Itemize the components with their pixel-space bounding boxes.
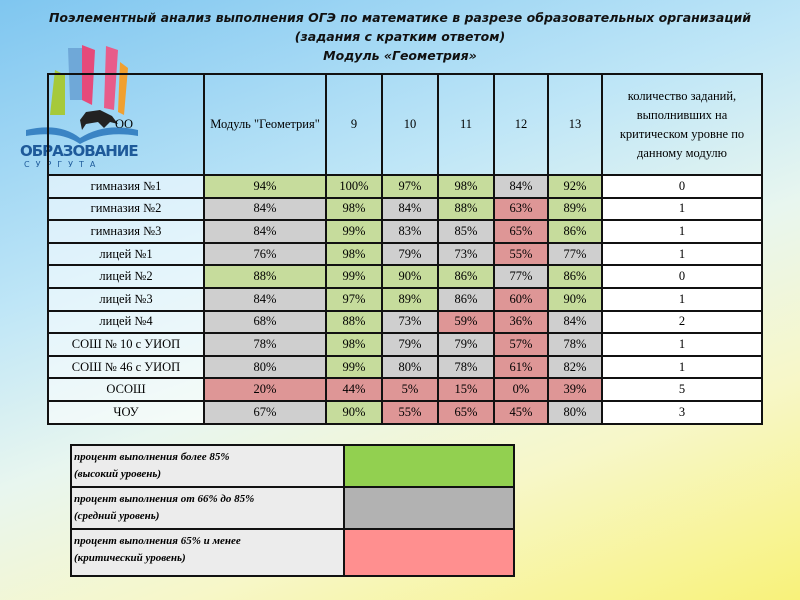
percent-cell: 61% [494,356,548,379]
header-task-13: 13 [548,74,602,175]
title-line-2: (задания с кратким ответом) [294,29,506,44]
legend-line-1: процент выполнения от 66% до 85% [74,493,255,505]
school-name: лицей №4 [48,311,204,334]
percent-cell: 77% [494,265,548,288]
percent-cell: 79% [382,243,438,266]
title-line-3: Модуль «Геометрия» [323,48,477,63]
percent-cell: 78% [548,333,602,356]
percent-cell: 98% [326,333,382,356]
percent-cell: 84% [204,220,326,243]
percent-cell: 98% [438,175,494,198]
legend-row [71,445,514,487]
percent-cell: 63% [494,198,548,221]
percent-cell: 73% [438,243,494,266]
percent-cell: 44% [326,378,382,401]
percent-cell: 90% [548,288,602,311]
table-row [48,401,762,424]
percent-cell: 98% [326,243,382,266]
school-name: гимназия №3 [48,220,204,243]
percent-cell: 84% [548,311,602,334]
header-task-11: 11 [438,74,494,175]
percent-cell: 68% [204,311,326,334]
percent-cell: 79% [382,333,438,356]
percent-cell: 39% [548,378,602,401]
percent-cell: 88% [204,265,326,288]
critical-count-cell: 1 [602,198,762,221]
percent-cell: 45% [494,401,548,424]
percent-cell: 20% [204,378,326,401]
percent-cell: 73% [382,311,438,334]
percent-cell: 84% [204,198,326,221]
table-row [48,175,762,198]
percent-cell: 88% [326,311,382,334]
school-name: ЧОУ [48,401,204,424]
percent-cell: 99% [326,220,382,243]
header-module: Модуль "Геометрия" [204,74,326,175]
percent-cell: 88% [438,198,494,221]
table-row [48,356,762,379]
legend-label [71,445,344,487]
legend-swatch [344,529,514,576]
logo-text: ОБРАЗОВАНИЕ [20,142,138,160]
percent-cell: 77% [548,243,602,266]
percent-cell: 0% [494,378,548,401]
legend-swatch [344,487,514,529]
percent-cell: 76% [204,243,326,266]
legend-line-2: (критический уровень) [74,552,186,564]
critical-count-cell: 5 [602,378,762,401]
percent-cell: 92% [548,175,602,198]
school-name: гимназия №2 [48,198,204,221]
table-row [48,378,762,401]
legend-label [71,487,344,529]
table-row [48,265,762,288]
legend-line-2: (высокий уровень) [74,468,162,480]
percent-cell: 89% [382,288,438,311]
percent-cell: 83% [382,220,438,243]
table-row [48,198,762,221]
percent-cell: 90% [326,401,382,424]
percent-cell: 86% [548,220,602,243]
school-name: ОСОШ [48,378,204,401]
percent-cell: 84% [494,175,548,198]
percent-cell: 80% [382,356,438,379]
percent-cell: 59% [438,311,494,334]
percent-cell: 86% [548,265,602,288]
percent-cell: 85% [438,220,494,243]
percent-cell: 99% [326,265,382,288]
critical-count-cell: 1 [602,220,762,243]
legend-line-1: процент выполнения более 85% [74,451,230,463]
school-name: лицей №3 [48,288,204,311]
table-row [48,243,762,266]
percent-cell: 55% [494,243,548,266]
percent-cell: 79% [438,333,494,356]
percent-cell: 78% [204,333,326,356]
table-row [48,220,762,243]
table-row [48,311,762,334]
percent-cell: 60% [494,288,548,311]
school-name: гимназия №1 [48,175,204,198]
results-table [47,73,763,425]
header-task-12: 12 [494,74,548,175]
legend-line-2: (средний уровень) [74,510,160,522]
percent-cell: 80% [204,356,326,379]
critical-count-cell: 1 [602,333,762,356]
logo-subtext: СУРГУТА [24,160,102,169]
legend-row [71,529,514,576]
percent-cell: 84% [382,198,438,221]
school-name: СОШ № 46 с УИОП [48,356,204,379]
table-row [48,288,762,311]
percent-cell: 97% [382,175,438,198]
legend-row [71,487,514,529]
percent-cell: 86% [438,288,494,311]
percent-cell: 84% [204,288,326,311]
critical-count-cell: 2 [602,311,762,334]
percent-cell: 36% [494,311,548,334]
percent-cell: 100% [326,175,382,198]
percent-cell: 98% [326,198,382,221]
percent-cell: 80% [548,401,602,424]
header-critical-count: количество заданий, выполнивших на критическом уровне по данному модулю [602,74,762,175]
critical-count-cell: 1 [602,243,762,266]
legend-label [71,529,344,576]
percent-cell: 78% [438,356,494,379]
school-name: СОШ № 10 с УИОП [48,333,204,356]
header-task-9: 9 [326,74,382,175]
percent-cell: 65% [438,401,494,424]
percent-cell: 55% [382,401,438,424]
percent-cell: 5% [382,378,438,401]
header-oo: ОО [48,74,204,175]
percent-cell: 15% [438,378,494,401]
critical-count-cell: 1 [602,288,762,311]
title-line-1: Поэлементный анализ выполнения ОГЭ по математике в разрезе образовательных организаций [48,10,752,25]
slide-title [40,8,760,65]
critical-count-cell: 3 [602,401,762,424]
table-header-row [48,74,762,175]
percent-cell: 86% [438,265,494,288]
critical-count-cell: 0 [602,265,762,288]
critical-count-cell: 0 [602,175,762,198]
school-name: лицей №2 [48,265,204,288]
percent-cell: 67% [204,401,326,424]
table-row [48,333,762,356]
percent-cell: 89% [548,198,602,221]
legend-table [70,444,515,577]
legend-line-1: процент выполнения 65% и менее [74,535,241,547]
percent-cell: 90% [382,265,438,288]
percent-cell: 65% [494,220,548,243]
legend-swatch [344,445,514,487]
percent-cell: 94% [204,175,326,198]
percent-cell: 99% [326,356,382,379]
header-task-10: 10 [382,74,438,175]
percent-cell: 57% [494,333,548,356]
percent-cell: 97% [326,288,382,311]
percent-cell: 82% [548,356,602,379]
critical-count-cell: 1 [602,356,762,379]
school-name: лицей №1 [48,243,204,266]
